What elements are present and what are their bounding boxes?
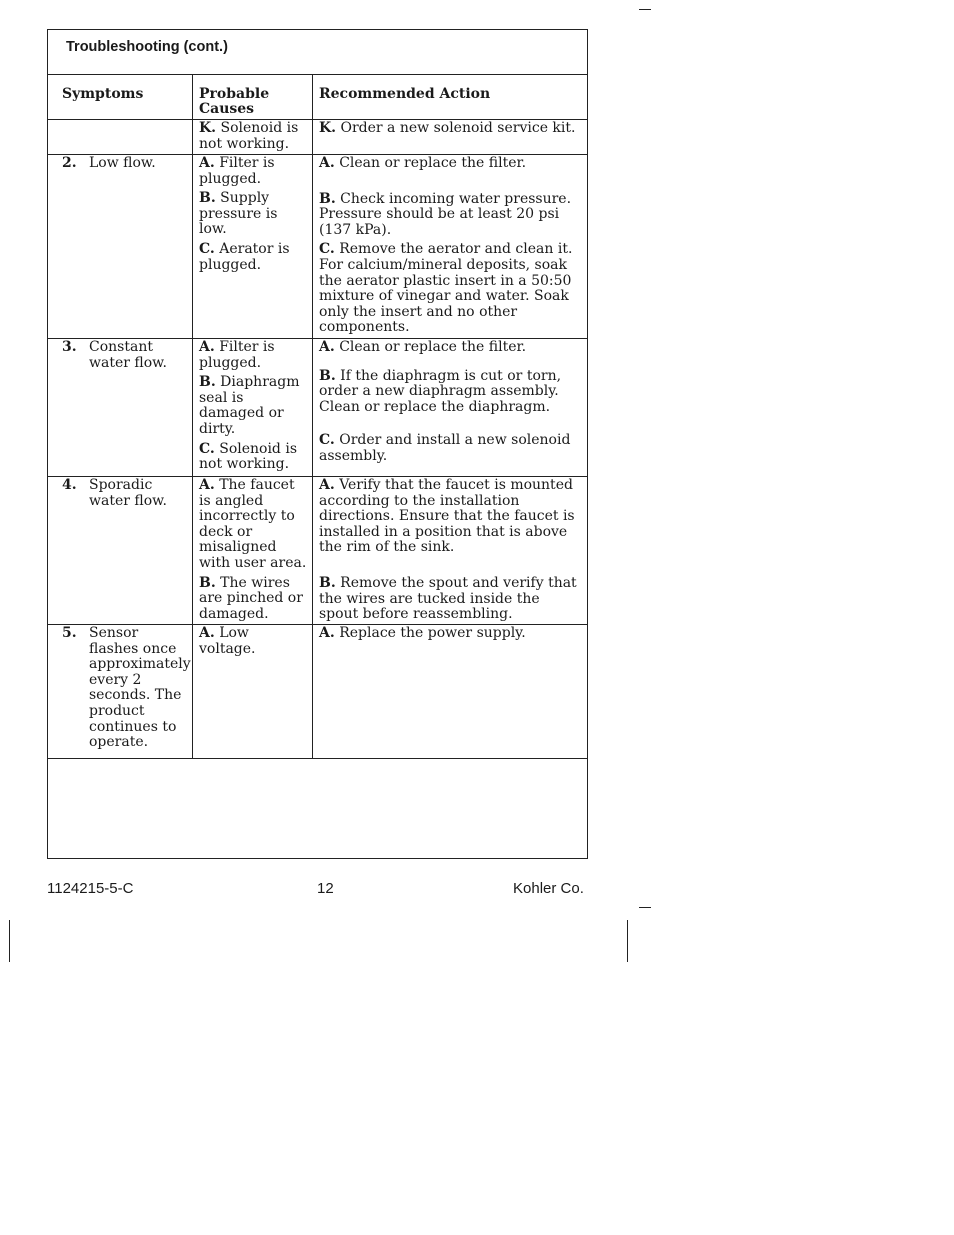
action-item: A. Clean or replace the filter. bbox=[319, 339, 527, 355]
cause-item: B. Diaphragm seal is damaged or dirty. bbox=[199, 374, 300, 437]
action-item: C. Order and install a new solenoid assembly. bbox=[319, 432, 571, 464]
action-item: B. Remove the spout and verify that the wires are tucked inside the spout before reassembling. bbox=[319, 574, 577, 623]
doc-number: 1124215-5-C bbox=[47, 880, 134, 897]
action-cell bbox=[319, 121, 581, 137]
page-number: 12 bbox=[317, 880, 334, 897]
crop-mark bbox=[639, 9, 651, 10]
symptom-text: Constant water flow. bbox=[89, 339, 167, 371]
divider bbox=[192, 74, 193, 758]
cause-item: C. Aerator is plugged. bbox=[199, 240, 290, 273]
symptom-cell bbox=[62, 478, 187, 509]
action-item: B. Check incoming water pressure. Pressure should be at least 20 psi (137 kPa). bbox=[319, 190, 572, 238]
symptom-text: Sensor flashes once approximately every 2 seconds. The product continues to operate. bbox=[89, 625, 191, 751]
symptom-cell bbox=[62, 340, 187, 371]
header-action: Recommended Action bbox=[319, 86, 491, 102]
cause-cell bbox=[199, 121, 309, 152]
section-title: Troubleshooting (cont.) bbox=[66, 39, 228, 55]
row-number: 4. bbox=[62, 477, 77, 493]
cause-cell bbox=[199, 156, 307, 273]
action-item: C. Remove the aerator and clean it. For calcium/mineral deposits, soak the aerator plastic insert in a 50:50 mixture of vinegar and water. Soak only the insert and no other components. bbox=[319, 241, 573, 336]
divider bbox=[48, 758, 587, 759]
crop-mark bbox=[639, 907, 651, 908]
cause-item: A. Filter is plugged. bbox=[199, 155, 275, 187]
symptom-text: Sporadic water flow. bbox=[89, 477, 167, 509]
cause-cell bbox=[199, 478, 309, 622]
row-number: 2. bbox=[62, 155, 77, 171]
cause-item: A. The faucet is angled incorrectly to deck or misaligned with user area. bbox=[199, 477, 307, 571]
crop-mark bbox=[9, 920, 10, 962]
action-item: A. Verify that the faucet is mounted according to the installation directions. Ensure that the faucet is installed in a position that is above the rim of the sink. bbox=[319, 477, 575, 556]
row-number: 3. bbox=[62, 339, 77, 355]
symptom-text: Low flow. bbox=[89, 155, 156, 171]
action-item: B. If the diaphragm is cut or torn, order a new diaphragm assembly. Clean or replace the diaphragm. bbox=[319, 367, 562, 415]
cause-item: K. Solenoid is not working. bbox=[199, 120, 299, 152]
header-causes: Probable Causes bbox=[199, 86, 270, 117]
row-number: 5. bbox=[62, 625, 77, 641]
action-cell bbox=[319, 340, 581, 465]
action-item: K. Order a new solenoid service kit. bbox=[319, 120, 576, 136]
cause-item: B. Supply pressure is low. bbox=[199, 190, 278, 238]
divider bbox=[48, 74, 587, 75]
action-item: A. Clean or replace the filter. bbox=[319, 155, 527, 171]
company-name: Kohler Co. bbox=[513, 880, 584, 897]
divider bbox=[312, 74, 313, 758]
action-cell bbox=[319, 478, 581, 623]
cause-item: C. Solenoid is not working. bbox=[199, 440, 298, 473]
troubleshooting-table bbox=[47, 29, 588, 859]
action-cell bbox=[319, 156, 581, 336]
cause-item: A. Low voltage. bbox=[199, 625, 256, 657]
symptom-cell bbox=[62, 626, 190, 751]
cause-cell bbox=[199, 340, 307, 473]
cause-item: B. The wires are pinched or damaged. bbox=[199, 574, 303, 622]
header-symptoms: Symptoms bbox=[62, 86, 144, 102]
cause-item: A. Filter is plugged. bbox=[199, 339, 275, 371]
action-cell bbox=[319, 626, 581, 642]
action-item: A. Replace the power supply. bbox=[319, 625, 526, 641]
symptom-cell bbox=[62, 156, 187, 172]
crop-mark bbox=[627, 920, 628, 962]
cause-cell bbox=[199, 626, 307, 657]
